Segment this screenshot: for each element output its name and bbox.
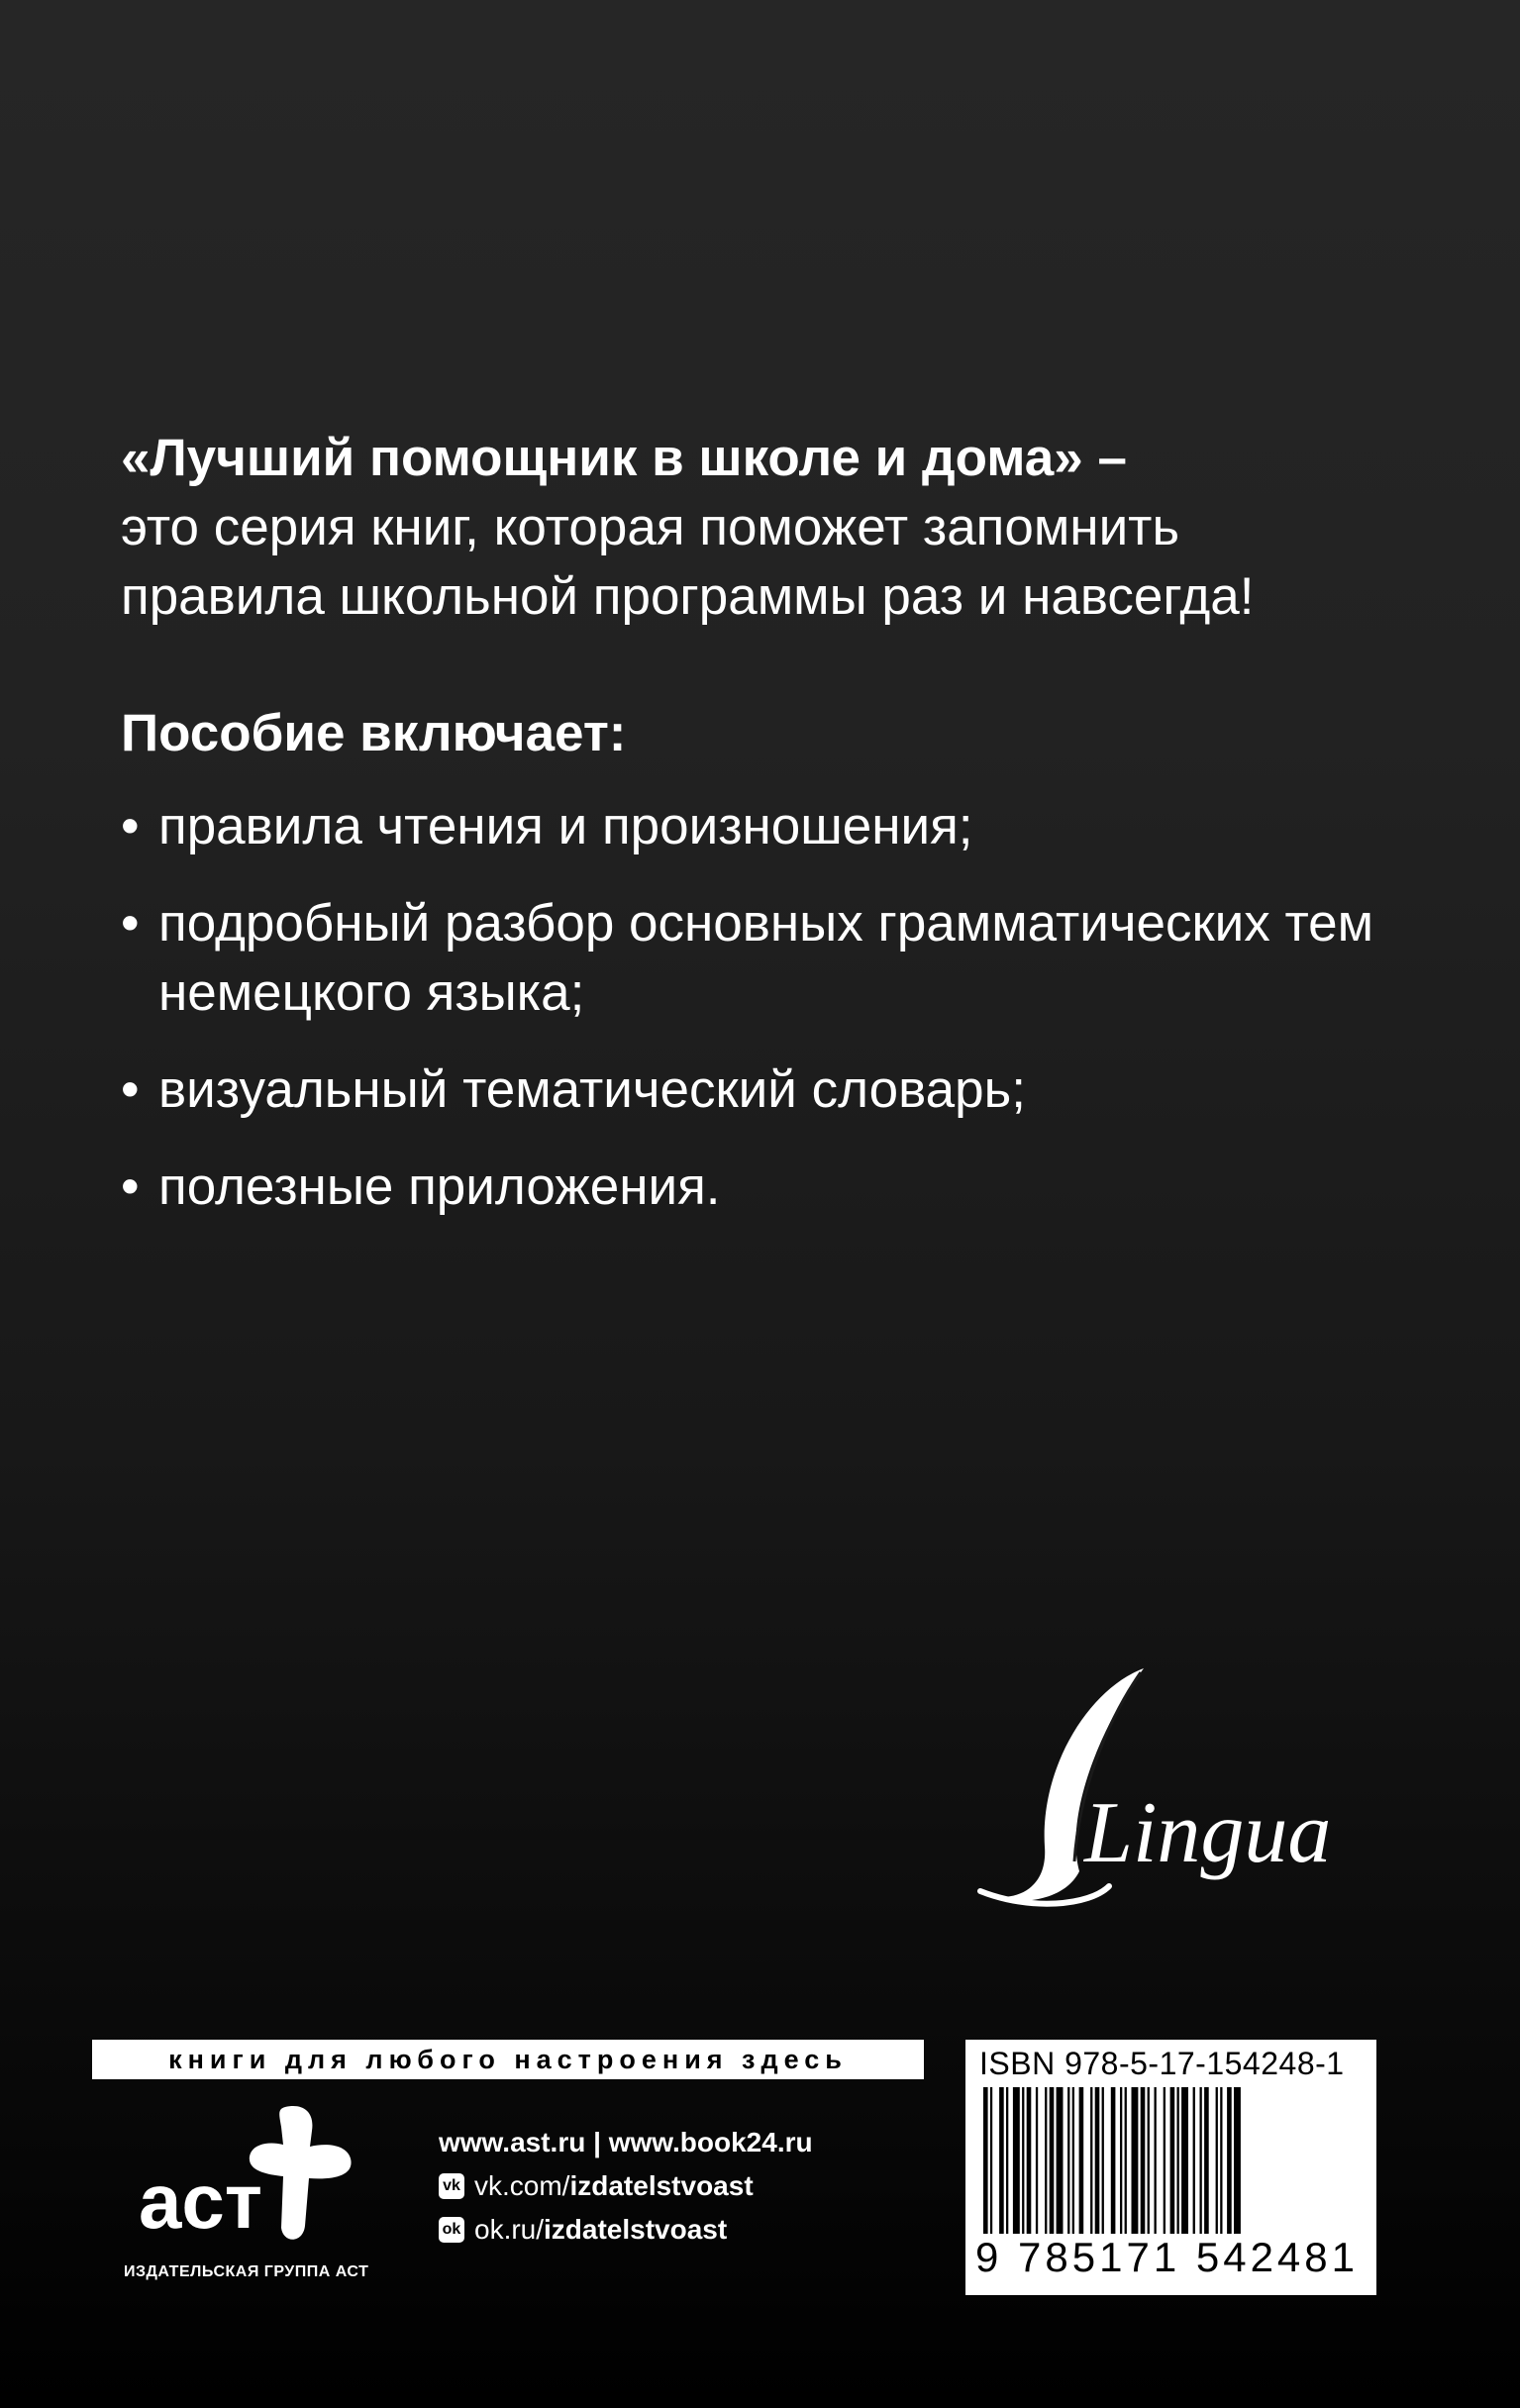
feature-text: полезные приложения. <box>158 1157 721 1216</box>
barcode-bar <box>1216 2087 1218 2234</box>
ast-wordmark: аст <box>139 2157 262 2245</box>
barcode-bar <box>1177 2087 1179 2234</box>
barcode-bar <box>990 2087 992 2234</box>
includes-title: Пособие включает: <box>121 704 627 762</box>
barcode-bar <box>1220 2087 1222 2234</box>
feature-item <box>121 1055 1438 1125</box>
vk-handle: izdatelstvoast <box>569 2170 754 2201</box>
bullet: • <box>121 894 140 953</box>
lingua-logo <box>970 1658 1367 1916</box>
barcode-bar <box>983 2087 988 2234</box>
barcode-bar <box>1120 2087 1122 2234</box>
feature-text: подробный разбор основных грамматических тем немецкого языка; <box>158 894 1374 1022</box>
vk-prefix: vk.com/ <box>474 2170 570 2201</box>
ast-logo <box>139 2099 376 2248</box>
barcode-bar <box>1072 2087 1074 2234</box>
feature-item <box>121 889 1438 1028</box>
barcode-bar <box>999 2087 1004 2234</box>
features-list <box>121 792 1438 1250</box>
barcode-bar <box>1067 2087 1069 2234</box>
bullet: • <box>121 1060 140 1119</box>
intro-line-2: это серия книг, которая поможет запомнить <box>121 498 1180 556</box>
vk-link[interactable] <box>439 2164 813 2208</box>
cross-icon <box>250 2106 352 2240</box>
barcode-bar <box>1181 2087 1188 2234</box>
barcode-bar <box>1006 2087 1008 2234</box>
barcode-box <box>965 2040 1376 2295</box>
ean-digits: 9 785171 542481 <box>975 2234 1359 2280</box>
barcode-bar <box>1148 2087 1150 2234</box>
bullet: • <box>121 1157 140 1216</box>
barcode-bar <box>1013 2087 1020 2234</box>
barcode-bar <box>1027 2087 1032 2234</box>
publisher-caption: ИЗДАТЕЛЬСКАЯ ГРУППА АСТ <box>124 2263 369 2280</box>
barcode-bar <box>1170 2087 1175 2234</box>
barcode-bar <box>1164 2087 1165 2234</box>
series-name: «Лучший помощник в школе и дома» – <box>121 429 1127 487</box>
barcode-bar <box>1132 2087 1139 2234</box>
feature-text: визуальный тематический словарь; <box>158 1060 1026 1119</box>
bullet: • <box>121 797 140 855</box>
intro-text <box>121 424 1448 632</box>
barcode-bar <box>1155 2087 1157 2234</box>
tagline: книги для любого настроения здесь <box>92 2040 924 2079</box>
barcode-bar <box>1090 2087 1092 2234</box>
barcode-bar <box>1022 2087 1024 2234</box>
ok-icon: ok <box>439 2217 464 2243</box>
barcode-bar <box>1079 2087 1084 2234</box>
barcode-bar <box>1193 2087 1195 2234</box>
barcode-bar <box>1102 2087 1104 2234</box>
barcode-bar <box>1111 2087 1116 2234</box>
barcode-bar <box>1045 2087 1047 2234</box>
barcode-bar <box>1057 2087 1064 2234</box>
barcode-bar <box>1227 2087 1232 2234</box>
barcode-bar <box>1036 2087 1038 2234</box>
publisher-links <box>439 2121 813 2252</box>
barcode-bar <box>1125 2087 1127 2234</box>
barcode-bar <box>1200 2087 1202 2234</box>
barcode-bar <box>1095 2087 1100 2234</box>
ok-handle: izdatelstvoast <box>544 2214 728 2245</box>
feature-text: правила чтения и произношения; <box>158 797 973 855</box>
barcode-bar <box>1050 2087 1055 2234</box>
ok-link[interactable] <box>439 2208 813 2252</box>
sites-link[interactable]: www.ast.ru | www.book24.ru <box>439 2127 813 2157</box>
barcode-bar <box>1204 2087 1209 2234</box>
isbn-text: ISBN 978-5-17-154248-1 <box>979 2046 1345 2081</box>
vk-icon: vk <box>439 2173 464 2199</box>
ok-prefix: ok.ru/ <box>474 2214 545 2245</box>
feature-item <box>121 1153 1438 1222</box>
lingua-wordmark: Lingua <box>1084 1785 1332 1881</box>
feature-item <box>121 792 1438 861</box>
barcode-bar <box>1141 2087 1146 2234</box>
intro-line-3: правила школьной программы раз и навсегда! <box>121 567 1255 626</box>
barcode-bar <box>1234 2087 1241 2234</box>
